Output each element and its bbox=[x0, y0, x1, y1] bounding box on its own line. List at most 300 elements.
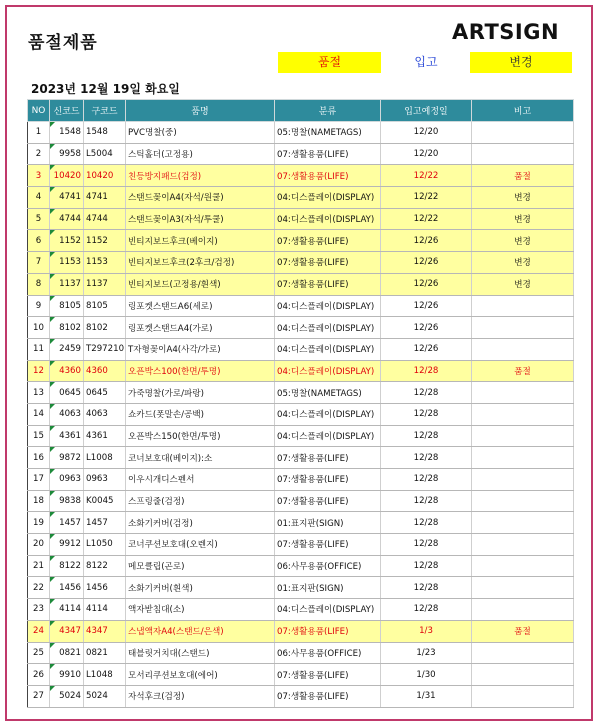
cell-no-text: 19 bbox=[33, 517, 44, 528]
cell-new-code bbox=[50, 555, 84, 577]
cell-category bbox=[275, 382, 381, 404]
cell-old-code-text: K0045 bbox=[86, 496, 114, 507]
cell-category-text: 07:생활용품(LIFE) bbox=[277, 540, 349, 551]
table-row bbox=[28, 165, 574, 187]
cell-no bbox=[28, 317, 50, 339]
cell-arrival-date-text: 12/26 bbox=[413, 344, 439, 355]
cell-old-code bbox=[84, 620, 126, 642]
cell-old-code bbox=[84, 143, 126, 165]
cell-product-name-text: PVC명찰(중) bbox=[128, 128, 177, 139]
cell-arrival-date-text: 12/28 bbox=[413, 430, 439, 441]
cell-category-text: 04:디스플레이(DISPLAY) bbox=[277, 193, 375, 204]
cell-no bbox=[28, 165, 50, 187]
cell-arrival-date bbox=[381, 577, 472, 599]
comment-marker-icon bbox=[50, 469, 55, 474]
cell-category bbox=[275, 143, 381, 165]
cell-no bbox=[28, 599, 50, 621]
cell-product-name-text: 오픈박스100(한면/투명) bbox=[128, 366, 221, 377]
comment-marker-icon bbox=[50, 252, 55, 257]
cell-category bbox=[275, 317, 381, 339]
cell-category bbox=[275, 555, 381, 577]
cell-new-code bbox=[50, 122, 84, 144]
cell-no bbox=[28, 143, 50, 165]
cell-old-code bbox=[84, 642, 126, 664]
cell-category bbox=[275, 122, 381, 144]
cell-new-code-text: 1456 bbox=[59, 582, 81, 593]
cell-product-name bbox=[126, 230, 275, 252]
cell-old-code-text: 4744 bbox=[86, 214, 108, 225]
cell-new-code-text: 4361 bbox=[59, 430, 81, 441]
cell-arrival-date-text: 12/26 bbox=[413, 279, 439, 290]
cell-category-text: 04:디스플레이(DISPLAY) bbox=[277, 323, 375, 334]
comment-marker-icon bbox=[50, 577, 55, 582]
cell-product-name bbox=[126, 512, 275, 534]
cell-arrival-date-text: 12/20 bbox=[413, 127, 439, 138]
cell-no-text: 20 bbox=[33, 539, 44, 550]
cell-product-name bbox=[126, 360, 275, 382]
cell-old-code-text: 1456 bbox=[86, 582, 108, 593]
cell-note bbox=[472, 230, 574, 252]
cell-new-code-text: 9872 bbox=[59, 452, 81, 463]
cell-category bbox=[275, 403, 381, 425]
cell-old-code bbox=[84, 447, 126, 469]
cell-category-text: 07:생활용품(LIFE) bbox=[277, 475, 349, 486]
product-table bbox=[27, 99, 574, 708]
cell-no bbox=[28, 338, 50, 360]
cell-arrival-date bbox=[381, 599, 472, 621]
cell-product-name bbox=[126, 122, 275, 144]
cell-product-name bbox=[126, 425, 275, 447]
cell-no bbox=[28, 230, 50, 252]
cell-product-name-text: 오픈박스150(한면/투명) bbox=[128, 431, 221, 442]
cell-category-text: 07:생활용품(LIFE) bbox=[277, 453, 349, 464]
cell-no-text: 18 bbox=[33, 496, 44, 507]
cell-product-name-text: 스냅액자A4(스탠드/은색) bbox=[128, 627, 224, 638]
cell-product-name-text: 링포켓스탠드A6(세로) bbox=[128, 301, 213, 312]
cell-no bbox=[28, 664, 50, 686]
cell-new-code bbox=[50, 208, 84, 230]
cell-old-code-text: 4347 bbox=[86, 626, 108, 637]
cell-new-code-text: 0963 bbox=[59, 474, 81, 485]
cell-new-code bbox=[50, 317, 84, 339]
cell-product-name bbox=[126, 534, 275, 556]
col-header-arrival-date: 입고예정일 bbox=[381, 100, 472, 122]
cell-old-code-text: 0963 bbox=[86, 474, 108, 485]
comment-marker-icon bbox=[50, 209, 55, 214]
cell-product-name bbox=[126, 685, 275, 707]
comment-marker-icon bbox=[50, 491, 55, 496]
cell-new-code-text: 1152 bbox=[59, 235, 81, 246]
cell-category-text: 07:생활용품(LIFE) bbox=[277, 280, 349, 291]
cell-product-name-text: 링포켓스탠드A4(가로) bbox=[128, 323, 213, 334]
cell-arrival-date bbox=[381, 490, 472, 512]
cell-no bbox=[28, 490, 50, 512]
comment-marker-icon bbox=[50, 643, 55, 648]
cell-new-code-text: 5024 bbox=[59, 691, 81, 702]
table-row bbox=[28, 490, 574, 512]
cell-category-text: 04:디스플레이(DISPLAY) bbox=[277, 366, 375, 377]
cell-product-name bbox=[126, 469, 275, 491]
table-row bbox=[28, 338, 574, 360]
cell-new-code-text: 4741 bbox=[59, 192, 81, 203]
cell-category-text: 04:디스플레이(DISPLAY) bbox=[277, 605, 375, 616]
cell-new-code bbox=[50, 165, 84, 187]
cell-category bbox=[275, 512, 381, 534]
cell-category bbox=[275, 642, 381, 664]
cell-product-name bbox=[126, 403, 275, 425]
comment-marker-icon bbox=[50, 339, 55, 344]
cell-note bbox=[472, 534, 574, 556]
brand-logo: ARTSIGN bbox=[452, 20, 560, 44]
cell-category bbox=[275, 187, 381, 209]
cell-note-text: 변경 bbox=[514, 193, 531, 204]
cell-product-name-text: 태블릿거치대(스탠드) bbox=[128, 648, 210, 659]
cell-note bbox=[472, 425, 574, 447]
cell-category-text: 01:표지판(SIGN) bbox=[277, 518, 344, 529]
cell-product-name bbox=[126, 642, 275, 664]
table-row bbox=[28, 599, 574, 621]
cell-arrival-date bbox=[381, 425, 472, 447]
table-row bbox=[28, 447, 574, 469]
cell-new-code bbox=[50, 490, 84, 512]
cell-product-name-text: 모서리쿠션보호대(에어) bbox=[128, 670, 218, 681]
cell-no-text: 15 bbox=[33, 430, 44, 441]
cell-product-name bbox=[126, 187, 275, 209]
cell-no-text: 26 bbox=[33, 669, 44, 680]
cell-category-text: 04:디스플레이(DISPLAY) bbox=[277, 410, 375, 421]
cell-note bbox=[472, 685, 574, 707]
cell-new-code-text: 1457 bbox=[59, 517, 81, 528]
cell-new-code-text: 1137 bbox=[59, 279, 81, 290]
cell-category-text: 04:디스플레이(DISPLAY) bbox=[277, 301, 375, 312]
cell-arrival-date bbox=[381, 252, 472, 274]
cell-category-text: 04:디스플레이(DISPLAY) bbox=[277, 431, 375, 442]
cell-category-text: 01:표지판(SIGN) bbox=[277, 583, 344, 594]
col-header-product-name: 품명 bbox=[126, 100, 275, 122]
cell-arrival-date-text: 12/28 bbox=[413, 474, 439, 485]
cell-new-code bbox=[50, 273, 84, 295]
cell-no-text: 27 bbox=[33, 691, 44, 702]
cell-category bbox=[275, 338, 381, 360]
legend-change: 변경 bbox=[470, 52, 572, 73]
cell-new-code-text: 1548 bbox=[59, 127, 81, 138]
cell-no bbox=[28, 382, 50, 404]
cell-arrival-date bbox=[381, 187, 472, 209]
cell-category-text: 07:생활용품(LIFE) bbox=[277, 692, 349, 703]
cell-new-code-text: 4360 bbox=[59, 365, 81, 376]
cell-arrival-date-text: 12/28 bbox=[413, 452, 439, 463]
cell-new-code bbox=[50, 599, 84, 621]
table-row bbox=[28, 534, 574, 556]
cell-note bbox=[472, 187, 574, 209]
comment-marker-icon bbox=[50, 187, 55, 192]
cell-category-text: 07:생활용품(LIFE) bbox=[277, 670, 349, 681]
comment-marker-icon bbox=[50, 382, 55, 387]
cell-old-code-text: L5004 bbox=[86, 149, 113, 160]
cell-no bbox=[28, 273, 50, 295]
table-row bbox=[28, 252, 574, 274]
cell-category bbox=[275, 620, 381, 642]
cell-arrival-date bbox=[381, 317, 472, 339]
cell-no-text: 6 bbox=[35, 235, 42, 246]
cell-note bbox=[472, 252, 574, 274]
table-row bbox=[28, 642, 574, 664]
cell-product-name-text: 코너보호대(베이지):소 bbox=[128, 453, 213, 464]
cell-arrival-date-text: 1/3 bbox=[419, 626, 433, 637]
col-header-note: 비고 bbox=[472, 100, 574, 122]
cell-note bbox=[472, 273, 574, 295]
cell-old-code bbox=[84, 599, 126, 621]
cell-arrival-date-text: 12/20 bbox=[413, 149, 439, 160]
comment-marker-icon bbox=[50, 426, 55, 431]
cell-category bbox=[275, 664, 381, 686]
table-row bbox=[28, 425, 574, 447]
cell-note bbox=[472, 295, 574, 317]
cell-old-code bbox=[84, 360, 126, 382]
cell-product-name bbox=[126, 577, 275, 599]
cell-no bbox=[28, 187, 50, 209]
table-row bbox=[28, 187, 574, 209]
col-header-new-code: 신코드 bbox=[50, 100, 84, 122]
cell-old-code-text: 5024 bbox=[86, 691, 108, 702]
cell-new-code bbox=[50, 447, 84, 469]
cell-no bbox=[28, 555, 50, 577]
cell-old-code bbox=[84, 555, 126, 577]
cell-product-name bbox=[126, 252, 275, 274]
cell-note-text: 변경 bbox=[514, 215, 531, 226]
cell-no bbox=[28, 512, 50, 534]
cell-old-code bbox=[84, 664, 126, 686]
table-row bbox=[28, 577, 574, 599]
cell-note bbox=[472, 317, 574, 339]
cell-category-text: 06:사무용품(OFFICE) bbox=[277, 648, 362, 659]
cell-arrival-date-text: 12/28 bbox=[413, 496, 439, 507]
comment-marker-icon bbox=[50, 599, 55, 604]
cell-old-code bbox=[84, 685, 126, 707]
cell-no-text: 9 bbox=[35, 300, 42, 311]
comment-marker-icon bbox=[50, 621, 55, 626]
cell-category-text: 07:생활용품(LIFE) bbox=[277, 497, 349, 508]
comment-marker-icon bbox=[50, 317, 55, 322]
cell-category bbox=[275, 534, 381, 556]
cell-old-code bbox=[84, 577, 126, 599]
table-row bbox=[28, 382, 574, 404]
table-row bbox=[28, 469, 574, 491]
cell-old-code bbox=[84, 490, 126, 512]
cell-arrival-date bbox=[381, 122, 472, 144]
cell-old-code-text: L1048 bbox=[86, 669, 113, 680]
cell-arrival-date-text: 12/26 bbox=[413, 235, 439, 246]
cell-no-text: 5 bbox=[35, 214, 42, 225]
cell-category-text: 07:생활용품(LIFE) bbox=[277, 258, 349, 269]
comment-marker-icon bbox=[50, 165, 55, 170]
cell-note-text: 품절 bbox=[514, 627, 531, 638]
cell-old-code bbox=[84, 382, 126, 404]
cell-arrival-date-text: 12/28 bbox=[413, 582, 439, 593]
cell-product-name-text: 스틱홀더(고정용) bbox=[128, 150, 193, 161]
table-row bbox=[28, 143, 574, 165]
cell-note bbox=[472, 490, 574, 512]
cell-note-text: 변경 bbox=[514, 236, 531, 247]
cell-product-name bbox=[126, 447, 275, 469]
cell-arrival-date-text: 12/26 bbox=[413, 300, 439, 311]
cell-product-name bbox=[126, 664, 275, 686]
cell-arrival-date bbox=[381, 620, 472, 642]
cell-new-code-text: 9910 bbox=[59, 669, 81, 680]
cell-no-text: 21 bbox=[33, 561, 44, 572]
cell-new-code-text: 2459 bbox=[59, 344, 81, 355]
cell-arrival-date bbox=[381, 664, 472, 686]
cell-note bbox=[472, 512, 574, 534]
comment-marker-icon bbox=[50, 296, 55, 301]
comment-marker-icon bbox=[50, 512, 55, 517]
cell-category bbox=[275, 577, 381, 599]
cell-arrival-date-text: 12/28 bbox=[413, 561, 439, 572]
table-row bbox=[28, 360, 574, 382]
cell-no-text: 13 bbox=[33, 387, 44, 398]
cell-category-text: 05:명찰(NAMETAGS) bbox=[277, 128, 362, 139]
cell-product-name bbox=[126, 295, 275, 317]
cell-category-text: 07:생활용품(LIFE) bbox=[277, 627, 349, 638]
cell-arrival-date bbox=[381, 382, 472, 404]
cell-arrival-date bbox=[381, 208, 472, 230]
cell-new-code-text: 4063 bbox=[59, 409, 81, 420]
cell-old-code-text: 4741 bbox=[86, 192, 108, 203]
cell-no bbox=[28, 425, 50, 447]
cell-old-code-text: 8102 bbox=[86, 322, 108, 333]
cell-old-code bbox=[84, 425, 126, 447]
cell-no-text: 3 bbox=[35, 170, 42, 181]
cell-new-code bbox=[50, 230, 84, 252]
cell-product-name-text: 빈티지보드후크(베이지) bbox=[128, 236, 218, 247]
cell-no bbox=[28, 534, 50, 556]
cell-new-code bbox=[50, 534, 84, 556]
table-header-row bbox=[28, 100, 574, 122]
cell-product-name-text: 메모클립(곤로) bbox=[128, 562, 185, 573]
cell-new-code-text: 9838 bbox=[59, 496, 81, 507]
cell-new-code bbox=[50, 425, 84, 447]
cell-category-text: 07:생활용품(LIFE) bbox=[277, 171, 349, 182]
cell-category-text: 07:생활용품(LIFE) bbox=[277, 236, 349, 247]
cell-no bbox=[28, 252, 50, 274]
page-title: 품절제품 bbox=[28, 33, 98, 53]
cell-old-code-text: 8105 bbox=[86, 300, 108, 311]
cell-note-text: 품절 bbox=[514, 366, 531, 377]
cell-note bbox=[472, 382, 574, 404]
cell-product-name-text: T자형꽂이A4(사각/가로) bbox=[128, 345, 221, 356]
cell-arrival-date bbox=[381, 469, 472, 491]
cell-note bbox=[472, 620, 574, 642]
cell-no-text: 22 bbox=[33, 582, 44, 593]
cell-old-code-text: L1050 bbox=[86, 539, 113, 550]
cell-old-code-text: L1008 bbox=[86, 452, 113, 463]
cell-new-code bbox=[50, 620, 84, 642]
cell-old-code bbox=[84, 338, 126, 360]
cell-new-code bbox=[50, 143, 84, 165]
table-row bbox=[28, 664, 574, 686]
cell-arrival-date bbox=[381, 555, 472, 577]
cell-new-code bbox=[50, 338, 84, 360]
cell-product-name-text: 빈티지보드(고정용/흰색) bbox=[128, 280, 221, 291]
cell-new-code-text: 10420 bbox=[53, 170, 81, 181]
cell-note-text: 품절 bbox=[514, 171, 531, 182]
cell-new-code bbox=[50, 295, 84, 317]
cell-new-code-text: 4347 bbox=[59, 626, 81, 637]
cell-product-name-text: 소화기커버(검정) bbox=[128, 518, 193, 529]
cell-old-code bbox=[84, 317, 126, 339]
cell-category bbox=[275, 599, 381, 621]
cell-category bbox=[275, 295, 381, 317]
cell-old-code bbox=[84, 187, 126, 209]
cell-no bbox=[28, 469, 50, 491]
cell-product-name-text: 친등방지패드(검정) bbox=[128, 171, 202, 182]
cell-no-text: 1 bbox=[35, 127, 42, 138]
cell-new-code-text: 1153 bbox=[59, 257, 81, 268]
cell-new-code-text: 9912 bbox=[59, 539, 81, 550]
cell-no-text: 23 bbox=[33, 604, 44, 615]
cell-no-text: 25 bbox=[33, 647, 44, 658]
comment-marker-icon bbox=[50, 122, 55, 127]
cell-product-name-text: 자석후크(검정) bbox=[128, 692, 185, 703]
cell-note-text: 변경 bbox=[514, 280, 531, 291]
cell-arrival-date-text: 12/22 bbox=[413, 214, 439, 225]
cell-arrival-date bbox=[381, 143, 472, 165]
table-row bbox=[28, 403, 574, 425]
cell-note bbox=[472, 360, 574, 382]
cell-no-text: 8 bbox=[35, 279, 42, 290]
cell-product-name-text: 가죽명찰(가로/파랑) bbox=[128, 388, 205, 399]
cell-product-name-text: 액자받침대(소) bbox=[128, 605, 185, 616]
cell-arrival-date bbox=[381, 512, 472, 534]
cell-old-code bbox=[84, 534, 126, 556]
cell-arrival-date bbox=[381, 403, 472, 425]
cell-arrival-date bbox=[381, 534, 472, 556]
cell-arrival-date bbox=[381, 642, 472, 664]
cell-no-text: 2 bbox=[35, 149, 42, 160]
cell-new-code bbox=[50, 469, 84, 491]
cell-arrival-date-text: 12/28 bbox=[413, 365, 439, 376]
cell-category-text: 04:디스플레이(DISPLAY) bbox=[277, 215, 375, 226]
cell-old-code-text: 10420 bbox=[86, 170, 114, 181]
cell-category bbox=[275, 425, 381, 447]
cell-old-code bbox=[84, 165, 126, 187]
cell-product-name bbox=[126, 143, 275, 165]
cell-category bbox=[275, 165, 381, 187]
cell-no bbox=[28, 577, 50, 599]
cell-note bbox=[472, 469, 574, 491]
cell-new-code-text: 8105 bbox=[59, 300, 81, 311]
cell-new-code bbox=[50, 664, 84, 686]
cell-arrival-date bbox=[381, 230, 472, 252]
cell-product-name bbox=[126, 382, 275, 404]
cell-category bbox=[275, 360, 381, 382]
comment-marker-icon bbox=[50, 404, 55, 409]
table-row bbox=[28, 273, 574, 295]
legend-stock: 입고 bbox=[385, 52, 467, 73]
cell-note bbox=[472, 403, 574, 425]
cell-old-code-text: 1137 bbox=[86, 279, 108, 290]
comment-marker-icon bbox=[50, 686, 55, 691]
cell-arrival-date-text: 1/30 bbox=[416, 669, 436, 680]
comment-marker-icon bbox=[50, 447, 55, 452]
cell-category bbox=[275, 685, 381, 707]
cell-arrival-date-text: 12/28 bbox=[413, 539, 439, 550]
cell-no bbox=[28, 685, 50, 707]
table-row bbox=[28, 295, 574, 317]
cell-arrival-date bbox=[381, 165, 472, 187]
cell-product-name bbox=[126, 490, 275, 512]
cell-new-code bbox=[50, 512, 84, 534]
